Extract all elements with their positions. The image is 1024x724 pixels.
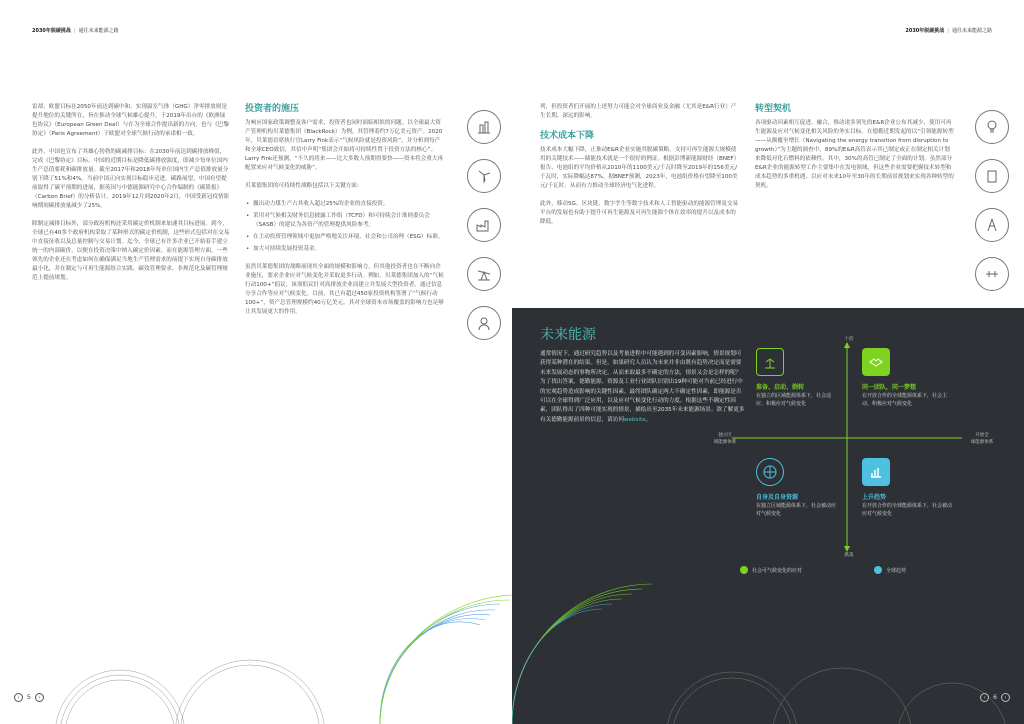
- legend-label: 社会可气候变化的应对: [752, 567, 803, 574]
- report-title: 2030年脱碳挑战: [32, 28, 71, 34]
- page-number: 6: [993, 694, 997, 701]
- prev-page-icon[interactable]: ‹: [980, 693, 989, 702]
- quadrant-title: 同一团队，同一梦想: [862, 384, 917, 391]
- handshake-icon: [862, 348, 890, 376]
- list-item: • 撤出动力煤生产占其收入超过25%的企业的直接投资。: [245, 200, 445, 209]
- future-energy-title: 未来能源: [540, 327, 596, 343]
- list-item: • 在主动投资管理领域中更加严格地关注环境、社会和公司治理（ESG）标准。: [245, 233, 445, 242]
- pipeline-icon: [975, 257, 1009, 291]
- refinery-icon: [467, 110, 501, 144]
- quadrant-title: 上升趋势: [862, 494, 887, 501]
- right-icon-column: [975, 110, 1009, 291]
- factory-icon: [467, 208, 501, 242]
- right-page-number: [980, 693, 1010, 702]
- paragraph: 除制定减排目标外，部分政府机构还采用碳定价机制来加速其目标进展。到今，全球已有40多个政府机构采取了某种形式的碳定价机制，这些形式包括对在交易中直接征收以及总量控制与交易计划。迄今，全球已有许多企业已开始着手建立统一的内部碳价，以便在投资决策中纳入碳定价因素。而在能源管理方面，一些领先的企业还在考虑如何在确保满足当地生产管理需求的前提下实现自身碳排放最小化，并在制定与可再生能源组合实践、碳效管理要求、非规范化及碳管理规范上提前规划。: [32, 221, 230, 281]
- header-separator: |: [947, 28, 949, 34]
- paragraph: 贝莱德集团的可持续性战略包括以下关键方面：: [245, 183, 363, 189]
- axis-left-label: 独立区 域能源体系: [713, 433, 737, 445]
- left-col-2: [245, 103, 445, 326]
- plant-icon: [756, 348, 784, 376]
- website-link[interactable]: website: [623, 416, 646, 423]
- legend-swatch: [740, 566, 748, 574]
- building-icon: [975, 159, 1009, 193]
- section-heading-investor: 投资者的施压: [245, 104, 300, 114]
- quadrant-description: 在开放合作的全球能源体系下，社会被动应对气候变化: [862, 503, 953, 517]
- legend-swatch: [874, 566, 882, 574]
- quadrant-description: 在开放合作的全球能源体系下，社会主动、积极应对气候变化: [862, 393, 948, 407]
- legend-item: [874, 566, 906, 574]
- quadrant-description: 在独立的区域能源体系下，社会适应、积极应对气候变化: [756, 393, 832, 407]
- quadrant-title: 自身及自身资源: [756, 494, 799, 501]
- quadrant-description: 在独立区域能源体系下，社会被动应对气候变化: [756, 503, 837, 517]
- link-suffix: 。: [645, 416, 652, 423]
- paragraph: 雷却，欧盟目标在2050年前达到碳中和。实现温室气体（GHG）净零排放则是提升地位的关键所在，旨在推动全球气候雄心提升，于2019年出台的《欧洲绿色协议》（European Green Deal）与在为全球合作提出新的方向，也与《巴黎协定》（Paris Agreement）下欧盟对全球气候行动的承诺相一致。: [32, 104, 229, 137]
- right-header: [905, 27, 992, 34]
- paragraph: 各项驱动因素相互促进、融合，推动诸多领先的E&R企业公布其减少、使用可再生能源及应对气候变化相关风险的务实目标。在德勤近期发起的以“引领能源转型——从颠覆至增长（Navigating the energy transition from disruption to growth）”为主题的调查中，89%的E&R高管表示其已制定或正在制定相关计划来降低对化石燃料的依赖性。其中，30%的高管已制定了全面的计划。虽然部分E&R企业的能源转型工作主要集中在发电领域，但这些企业需要把握技术转型和成本趋势的多重机遇，以应对未来10年至30年的长期前景规划来实现各种转型的契机。: [755, 120, 954, 189]
- future-energy-panel: [512, 308, 1024, 724]
- paragraph: 虽然贝莱德集团的战略展现其全面的规模和影响力，但其他投资者也在不断向企业施压，要求企业应对气候变化并采取更多行动。例如，贝莱德集团加入的“气候行动100+”倡议，该项倡议针对高排放企业而建立并发展大型投资者，通过信息分享合作等应对气候变化。目前，其已有超过450家投资机构签署了“气候行动100+”，资产总管理规模约40万亿美元，其对全球资本市场覆盖的影响力也足够让其发展更大的作用。: [245, 264, 444, 315]
- report-subtitle: 通往未来能源之路: [78, 28, 119, 34]
- right-col-1: [540, 103, 740, 236]
- future-energy-text: 通常情况下，通过研究趋势以及考量进程中可能遇到的可变因素影响，情景规划可获得某种潜在的结果。但是，如果研究人员认为未来并非由既有趋势决定而是需要未来发展动态的事物所决定，从而来取最多不确定的方法，情景又会是怎样的呢？为了找出答案，德勤能源、资源及工业行业团队识别出19种可能对当前已经进行中的宏观趋势造成影响的关键性因素。最终团队确定两大不确定性因素，即能源是否可以在全球得到广泛应用，以及应对气候变化行动的力度。根据这些不确定性因素，团队得出了四种可能实现的情景，描绘出至2035年未来能源场景。欲了解更多有关德勤能源前景的信息，请访问: [540, 351, 745, 423]
- arc-decoration-right: [512, 578, 1024, 724]
- header-separator: |: [73, 28, 76, 34]
- section-heading-technology-cost: 技术成本下降: [540, 131, 595, 141]
- paragraph: 列，但投资者们开展的上述努力可能会对全球商业及金融（尤其是E&R行业）产生长期、深远的影响。: [540, 104, 737, 119]
- left-col-1: [32, 103, 230, 292]
- axis-top-label: 十倍: [844, 337, 854, 342]
- globe-icon: [756, 458, 784, 486]
- lightbulb-icon: [975, 110, 1009, 144]
- paragraph: 此外，移动5G、区块链、数字孪生等数字技术和人工智能驱动的能源管理及交易平台的发展也有助于提升可再生能源及可再生能源个体在效率的提升以及成本的降低。: [540, 201, 739, 225]
- left-page-number: [14, 693, 44, 702]
- left-header: [32, 27, 119, 34]
- list-item: • 采用对气候相关财务信息披露工作组（TCFD）和可持续会计准则委员会（SASB）的建议为各资产的管理提供风险参考。: [245, 212, 445, 230]
- next-page-icon[interactable]: ›: [1001, 693, 1010, 702]
- right-page: [512, 0, 1024, 724]
- paragraph: 技术成本大幅下降，正推动E&R企业实施其脱碳策略。支持可再生能源大规模使用的关键技术——储能技术就是一个很好的例证。根据彭博新能源财经（BNEF）报告，电池组的平均价格从2010年的1100美元/千瓦时降至2019年的156美元/千瓦时，实际降幅达87%。据BNEF预测，2023年，电池组价格有望降至100美元/千瓦时，从而有力推动全球经济电气化进程。: [540, 147, 740, 189]
- tower-icon: [975, 208, 1009, 242]
- list-item: • 加大可持续发展投资基金。: [245, 245, 445, 254]
- axis-right-label: 开放全 球能源体系: [970, 433, 994, 445]
- paragraph: 为响应国家政策调整及客户需求，投资者也同时面临相似的问题。以全球最大资产管理机构贝莱德集团（BlackRock）为例，其管理着约7万亿美元资产。2020年，贝莱德首席执行官Larry Fink表示“气候风险就是投资风险”，并分析到每产和全球CEO致信，其信中声明“集团会开始将可持续性置于投资方法的核心”。Larry Fink还预测，“不久的将来——比大多数人预期得要快——资本将会重大再配置来应对气候变化的威胁”。: [245, 120, 443, 171]
- report-title: 2030年脱碳挑战: [905, 28, 945, 34]
- legend-label: 全球趋势: [886, 567, 907, 574]
- right-col-2: [755, 103, 955, 200]
- oil-pump-icon: [467, 257, 501, 291]
- strategy-list: [245, 200, 445, 254]
- bar-chart-icon: [862, 458, 890, 486]
- report-subtitle: 通往未来能源之路: [951, 28, 992, 34]
- prev-page-icon[interactable]: ‹: [14, 693, 23, 702]
- quadrant-title: 准备、启动、倒转: [756, 384, 805, 391]
- axis-bottom-label: 跌落: [844, 553, 854, 558]
- wind-turbine-icon: [467, 159, 501, 193]
- legend-item: [740, 566, 802, 574]
- paragraph: 此外，中国也宣布了其雄心勃勃的碳减排目标：在2030年前达到碳排放峰值，完成《巴黎协定》目标。中国的近期目标是降低碳排放强度，即减少每单位国内生产总值要耗和碳排放量。截至2017年和2018年每单位国内生产总值排放量分别下降了51%和4%。当前中国正向实现目标稳步迈进。碳路展望，中国有望提前取得了碳平预期的进展，据英国与中德能源研究中心合作编制的《碳简报》（Carbon Brief）的分析估计，2019年12月到2020年2月，中国受新冠疫情影响期间碳排放量减少了25%。: [32, 149, 230, 209]
- worker-icon: [467, 306, 501, 340]
- left-icon-column: [467, 110, 501, 340]
- arc-decoration-left: [0, 560, 512, 724]
- page-number: 5: [27, 694, 31, 701]
- next-page-icon[interactable]: ›: [35, 693, 44, 702]
- section-heading-transition: 转型契机: [755, 104, 792, 114]
